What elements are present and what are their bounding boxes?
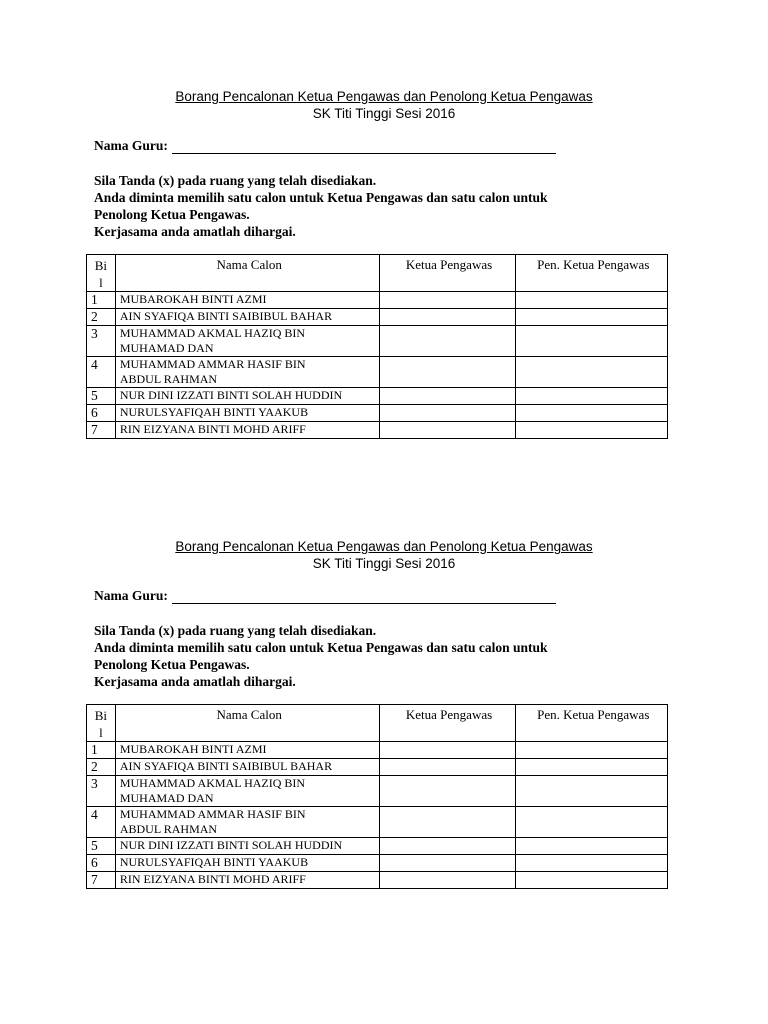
penolong-vote-cell[interactable] xyxy=(515,309,667,326)
penolong-vote-cell[interactable] xyxy=(515,422,667,439)
ketua-vote-cell[interactable] xyxy=(379,759,515,776)
candidate-name: RIN EIZYANA BINTI MOHD ARIFF xyxy=(115,422,379,439)
table-row xyxy=(87,872,668,889)
form-title: Borang Pencalonan Ketua Pengawas dan Penolong Ketua Pengawas xyxy=(175,89,593,104)
header-nama-calon: Nama Calon xyxy=(115,255,379,292)
candidate-name: MUHAMMAD AKMAL HAZIQ BIN MUHAMAD DAN xyxy=(115,776,379,807)
ketua-vote-cell[interactable] xyxy=(379,405,515,422)
ketua-vote-cell[interactable] xyxy=(379,776,515,807)
row-number: 3 xyxy=(87,326,116,357)
penolong-vote-cell[interactable] xyxy=(515,872,667,889)
nomination-form-2 xyxy=(0,538,768,887)
header-bil: Bi l xyxy=(87,705,116,742)
table-row xyxy=(87,405,668,422)
table-row xyxy=(87,759,668,776)
ketua-vote-cell[interactable] xyxy=(379,326,515,357)
table-row xyxy=(87,855,668,872)
table-header-row xyxy=(87,705,668,742)
candidate-name: RIN EIZYANA BINTI MOHD ARIFF xyxy=(115,872,379,889)
header-ketua-pengawas: Ketua Pengawas xyxy=(379,255,515,292)
header-penolong-ketua: Pen. Ketua Pengawas xyxy=(515,705,667,742)
form-subtitle: SK Titi Tinggi Sesi 2016 xyxy=(312,556,456,571)
table-row xyxy=(87,422,668,439)
instruction-line: Kerjasama anda amatlah dihargai. xyxy=(94,224,296,239)
instruction-line: Anda diminta memilih satu calon untuk Ketua Pengawas dan satu calon untuk xyxy=(94,640,548,655)
row-number: 1 xyxy=(87,742,116,759)
table-row xyxy=(87,838,668,855)
candidate-name: MUBAROKAH BINTI AZMI xyxy=(115,292,379,309)
instruction-line: Sila Tanda (x) pada ruang yang telah disediakan. xyxy=(94,623,377,638)
ketua-vote-cell[interactable] xyxy=(379,422,515,439)
header-penolong-ketua: Pen. Ketua Pengawas xyxy=(515,255,667,292)
teacher-name-label: Nama Guru: xyxy=(94,138,168,153)
penolong-vote-cell[interactable] xyxy=(515,388,667,405)
nomination-form-1 xyxy=(0,88,768,437)
ketua-vote-cell[interactable] xyxy=(379,855,515,872)
form-subtitle: SK Titi Tinggi Sesi 2016 xyxy=(312,106,456,121)
row-number: 3 xyxy=(87,776,116,807)
penolong-vote-cell[interactable] xyxy=(515,838,667,855)
teacher-name-line[interactable] xyxy=(172,591,556,604)
penolong-vote-cell[interactable] xyxy=(515,292,667,309)
candidate-table xyxy=(86,254,668,439)
ketua-vote-cell[interactable] xyxy=(379,292,515,309)
row-number: 2 xyxy=(87,759,116,776)
table-row xyxy=(87,309,668,326)
penolong-vote-cell[interactable] xyxy=(515,776,667,807)
candidate-name: MUBAROKAH BINTI AZMI xyxy=(115,742,379,759)
row-number: 4 xyxy=(87,357,116,388)
table-row xyxy=(87,807,668,838)
teacher-name-field xyxy=(94,138,556,154)
ketua-vote-cell[interactable] xyxy=(379,388,515,405)
instruction-line: Penolong Ketua Pengawas. xyxy=(94,207,250,222)
candidate-name: MUHAMMAD AKMAL HAZIQ BIN MUHAMAD DAN xyxy=(115,326,379,357)
table-row xyxy=(87,742,668,759)
penolong-vote-cell[interactable] xyxy=(515,405,667,422)
teacher-name-field xyxy=(94,588,556,604)
candidate-name: AIN SYAFIQA BINTI SAIBIBUL BAHAR xyxy=(115,309,379,326)
ketua-vote-cell[interactable] xyxy=(379,309,515,326)
penolong-vote-cell[interactable] xyxy=(515,807,667,838)
penolong-vote-cell[interactable] xyxy=(515,326,667,357)
table-header-row xyxy=(87,255,668,292)
ketua-vote-cell[interactable] xyxy=(379,742,515,759)
teacher-name-label: Nama Guru: xyxy=(94,588,168,603)
ketua-vote-cell[interactable] xyxy=(379,872,515,889)
row-number: 5 xyxy=(87,838,116,855)
table-row xyxy=(87,388,668,405)
row-number: 6 xyxy=(87,855,116,872)
penolong-vote-cell[interactable] xyxy=(515,742,667,759)
candidate-name: AIN SYAFIQA BINTI SAIBIBUL BAHAR xyxy=(115,759,379,776)
table-row xyxy=(87,292,668,309)
candidate-name: NURULSYAFIQAH BINTI YAAKUB xyxy=(115,405,379,422)
instructions xyxy=(94,622,694,690)
teacher-name-line[interactable] xyxy=(172,141,556,154)
instruction-line: Anda diminta memilih satu calon untuk Ketua Pengawas dan satu calon untuk xyxy=(94,190,548,205)
row-number: 4 xyxy=(87,807,116,838)
table-row xyxy=(87,326,668,357)
table-row xyxy=(87,776,668,807)
header-nama-calon: Nama Calon xyxy=(115,705,379,742)
table-row xyxy=(87,357,668,388)
row-number: 5 xyxy=(87,388,116,405)
header-ketua-pengawas: Ketua Pengawas xyxy=(379,705,515,742)
ketua-vote-cell[interactable] xyxy=(379,838,515,855)
candidate-table xyxy=(86,704,668,889)
instruction-line: Kerjasama anda amatlah dihargai. xyxy=(94,674,296,689)
row-number: 1 xyxy=(87,292,116,309)
row-number: 6 xyxy=(87,405,116,422)
penolong-vote-cell[interactable] xyxy=(515,855,667,872)
row-number: 2 xyxy=(87,309,116,326)
candidate-name: MUHAMMAD AMMAR HASIF BIN ABDUL RAHMAN xyxy=(115,807,379,838)
row-number: 7 xyxy=(87,872,116,889)
instruction-line: Sila Tanda (x) pada ruang yang telah disediakan. xyxy=(94,173,377,188)
candidate-name: MUHAMMAD AMMAR HASIF BIN ABDUL RAHMAN xyxy=(115,357,379,388)
penolong-vote-cell[interactable] xyxy=(515,759,667,776)
form-title: Borang Pencalonan Ketua Pengawas dan Penolong Ketua Pengawas xyxy=(175,539,593,554)
candidate-name: NURULSYAFIQAH BINTI YAAKUB xyxy=(115,855,379,872)
ketua-vote-cell[interactable] xyxy=(379,357,515,388)
penolong-vote-cell[interactable] xyxy=(515,357,667,388)
instruction-line: Penolong Ketua Pengawas. xyxy=(94,657,250,672)
ketua-vote-cell[interactable] xyxy=(379,807,515,838)
instructions xyxy=(94,172,694,240)
header-bil: Bi l xyxy=(87,255,116,292)
candidate-name: NUR DINI IZZATI BINTI SOLAH HUDDIN xyxy=(115,838,379,855)
candidate-name: NUR DINI IZZATI BINTI SOLAH HUDDIN xyxy=(115,388,379,405)
row-number: 7 xyxy=(87,422,116,439)
